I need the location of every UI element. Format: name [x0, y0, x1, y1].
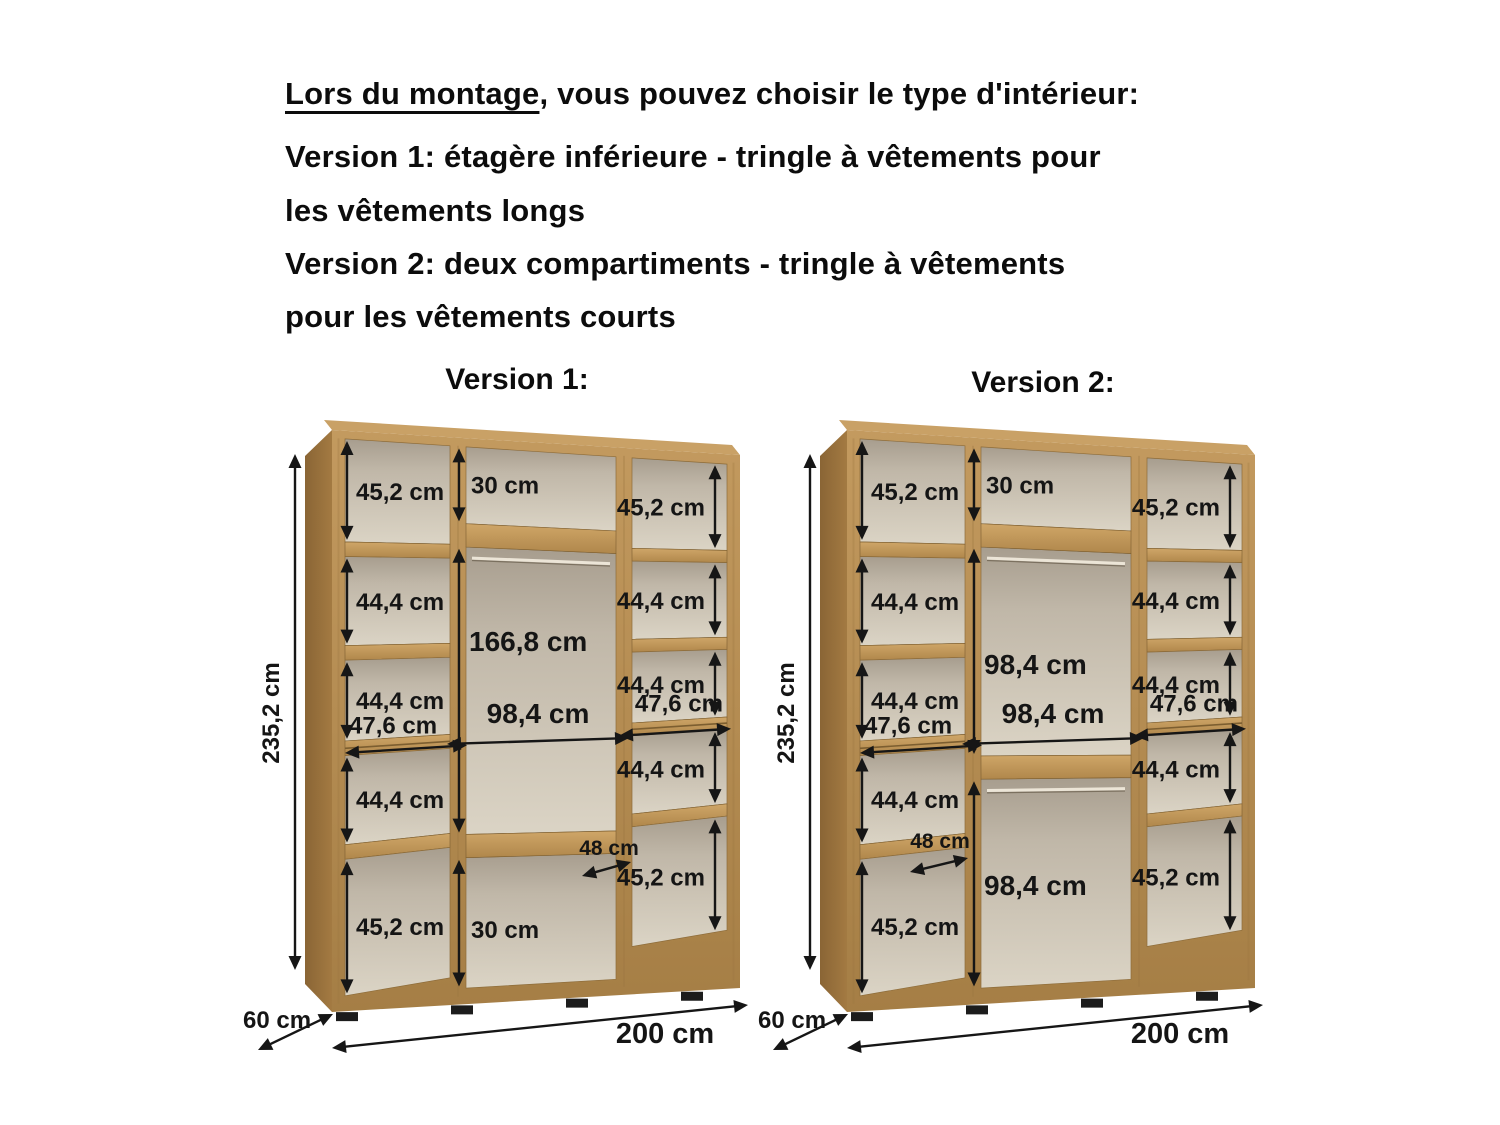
dim-middle-width: 98,4 cm: [1001, 698, 1105, 729]
dim-right-compartment-2: 44,4 cm: [616, 672, 705, 700]
dim-right-width: 47,6 cm: [1149, 690, 1238, 718]
version1-label: Version 1:: [445, 363, 589, 396]
dim-right-width: 47,6 cm: [634, 690, 723, 718]
dim-right-compartment-3: 44,4 cm: [1131, 756, 1220, 784]
dim-left-compartment-4: 45,2 cm: [356, 913, 445, 941]
wardrobe-diagram-version2: [750, 398, 1295, 1125]
dim-left-compartment-3: 44,4 cm: [871, 787, 960, 815]
header-version2-desc-line2: pour les vêtements courts: [285, 299, 676, 334]
dim-middle-main: 166,8 cm: [469, 626, 588, 657]
dim-left-compartment-3: 44,4 cm: [356, 787, 445, 815]
dim-overall-height: 235,2 cm: [773, 662, 800, 764]
dim-right-compartment-2: 44,4 cm: [1131, 672, 1220, 700]
dim-right-compartment-1: 44,4 cm: [1131, 587, 1220, 615]
dim-right-compartment-4: 45,2 cm: [616, 864, 705, 892]
dim-overall-width: 200 cm: [1130, 1018, 1230, 1050]
dim-left-width: 47,6 cm: [349, 712, 438, 740]
dim-shelf-depth: 48 cm: [579, 837, 639, 860]
dim-middle-upper: 98,4 cm: [984, 649, 1087, 680]
dim-overall-depth: 60 cm: [758, 1007, 827, 1034]
dim-middle-width: 98,4 cm: [486, 698, 590, 729]
dim-middle-top: 30 cm: [471, 472, 540, 500]
wardrobe-diagram-version1: [235, 398, 780, 1125]
dim-right-compartment-0: 45,2 cm: [1131, 494, 1220, 522]
dim-right-compartment-0: 45,2 cm: [616, 494, 705, 522]
header-version2-desc-line1: Version 2: deux compartiments - tringle à vêtements: [285, 246, 1066, 281]
dim-left-compartment-0: 45,2 cm: [356, 478, 445, 506]
header-line-1: [285, 76, 1139, 112]
version2-label: Version 2:: [971, 366, 1115, 399]
header-version1-desc-line2: les vêtements longs: [285, 193, 586, 228]
header-version1-desc-line1: Version 1: étagère inférieure - tringle à vêtements pour: [285, 139, 1101, 174]
dim-left-compartment-1: 44,4 cm: [356, 589, 445, 617]
dim-right-compartment-3: 44,4 cm: [616, 756, 705, 784]
dim-overall-width: 200 cm: [615, 1018, 715, 1050]
dim-right-compartment-1: 44,4 cm: [616, 587, 705, 615]
dim-left-width: 47,6 cm: [864, 712, 953, 740]
dim-middle-top: 30 cm: [986, 472, 1055, 500]
dim-left-compartment-2: 44,4 cm: [356, 688, 445, 716]
dim-overall-height: 235,2 cm: [258, 662, 285, 764]
dim-right-compartment-4: 45,2 cm: [1131, 864, 1220, 892]
dim-left-compartment-4: 45,2 cm: [871, 913, 960, 941]
dim-overall-depth: 60 cm: [243, 1007, 312, 1034]
dim-middle-bottom: 30 cm: [471, 917, 540, 944]
dim-left-compartment-0: 45,2 cm: [871, 478, 960, 506]
dim-shelf-depth: 48 cm: [910, 830, 970, 853]
dim-left-compartment-1: 44,4 cm: [871, 589, 960, 617]
header-title-underlined: Lors du montage: [285, 76, 540, 111]
dim-left-compartment-2: 44,4 cm: [871, 688, 960, 716]
dim-middle-lower: 98,4 cm: [984, 870, 1087, 901]
header-title-rest: , vous pouvez choisir le type d'intérieur:: [539, 76, 1140, 111]
